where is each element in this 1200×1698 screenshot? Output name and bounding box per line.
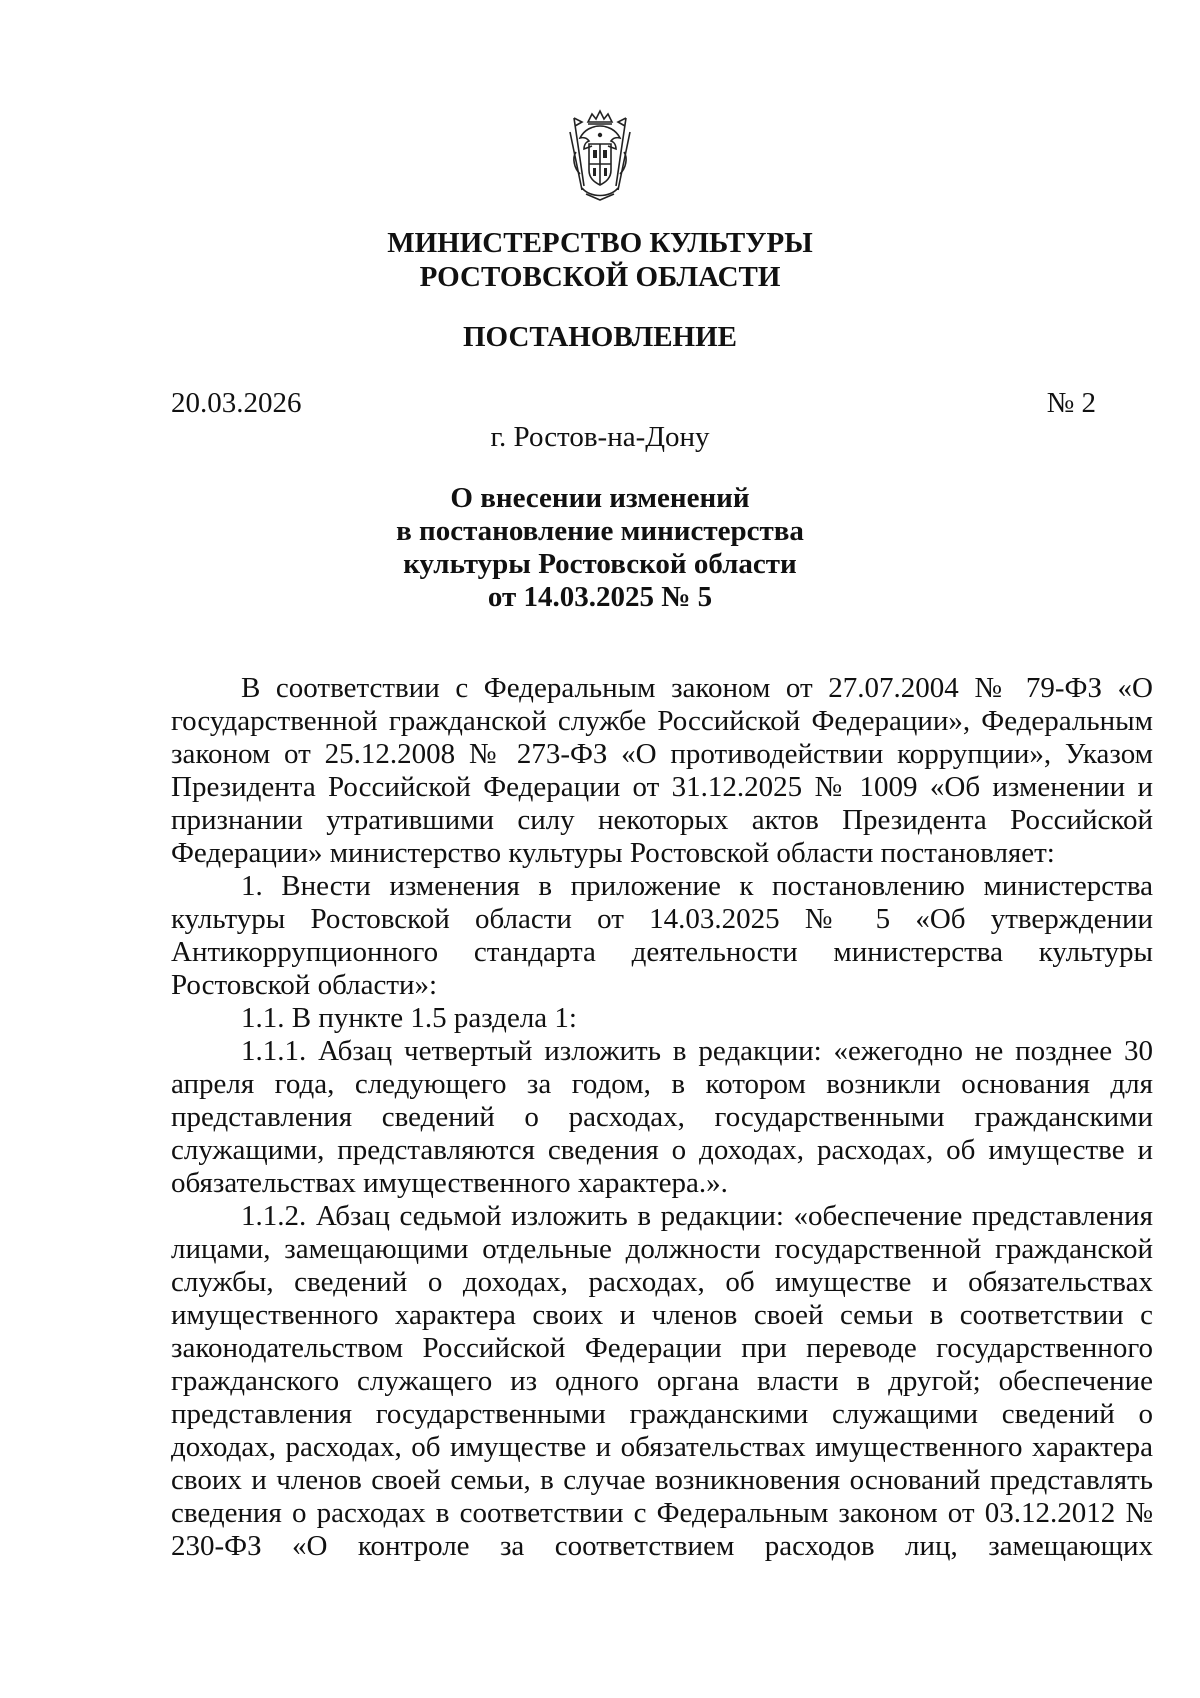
document-date: 20.03.2026	[171, 387, 302, 419]
subject-line2: в постановление министерства	[396, 515, 804, 547]
preamble-paragraph: В соответствии с Федеральным законом от 27.07.2004 № 79-ФЗ «О государственной гражданской службе Российской Федерации», Федеральным законом от 25.12.2008 № 273-ФЗ «О противодействии коррупции», Указом Президента Российской Федерации от 31.12.2025 № 1009 «Об изменении и признании утратившими силу некоторых актов Президента Российской Федерации» министерство культуры Ростовской области постановляет:	[171, 672, 1153, 869]
item-1-1-paragraph: 1.1. В пункте 1.5 раздела 1:	[241, 1002, 577, 1034]
document-body	[171, 672, 1153, 1563]
subject-line4: от 14.03.2025 № 5	[487, 581, 713, 613]
item-1-paragraph: 1. Внести изменения в приложение к постановлению министерства культуры Ростовской области от 14.03.2025 № 5 «Об утверждении Антикоррупционного стандарта деятельности министерства культуры Ростовской области»:	[171, 870, 1153, 1001]
subject-line3: культуры Ростовской области	[403, 548, 797, 580]
ministry-name	[0, 226, 1200, 294]
ministry-name-line1: МИНИСТЕРСТВО КУЛЬТУРЫ	[387, 227, 813, 259]
document-city: г. Ростов-на-Дону	[490, 421, 710, 453]
ministry-name-line2: РОСТОВСКОЙ ОБЛАСТИ	[419, 261, 781, 293]
item-1-1-2-paragraph: 1.1.2. Абзац седьмой изложить в редакции: «обеспечение представления лицами, замещающими отдельные должности государственной гражданской службы, сведений о доходах, расходах, об имуществе и обязательствах имущественного характера своих и членов своей семьи в соответствии с законодательством Российской Федерации при переводе государственного гражданского служащего из одного органа власти в другой; обеспечение представления государственными гражданскими служащими сведений о доходах, расходах, об имуществе и обязательствах имущественного характера своих и членов своей семьи, в случае возникновения оснований представлять сведения о расходах в соответствии с Федеральным законом от 03.12.2012 № 230-ФЗ «О контроле за соответствием расходов лиц, замещающих	[171, 1200, 1153, 1562]
document-type: ПОСТАНОВЛЕНИЕ	[462, 321, 737, 353]
subject-line1: О внесении изменений	[450, 482, 750, 514]
item-1-1-1-paragraph: 1.1.1. Абзац четвертый изложить в редакции: «ежегодно не позднее 30 апреля года, следующего за годом, в котором возникли основания для представления сведений о расходах, государственными гражданскими служащими, представляются сведения о доходах, расходах, об имуществе и обязательствах имущественного характера.».	[171, 1035, 1153, 1199]
document-number: № 2	[1046, 387, 1096, 419]
document-subject	[0, 482, 1200, 614]
rostov-region-coat-of-arms-icon	[562, 108, 638, 204]
